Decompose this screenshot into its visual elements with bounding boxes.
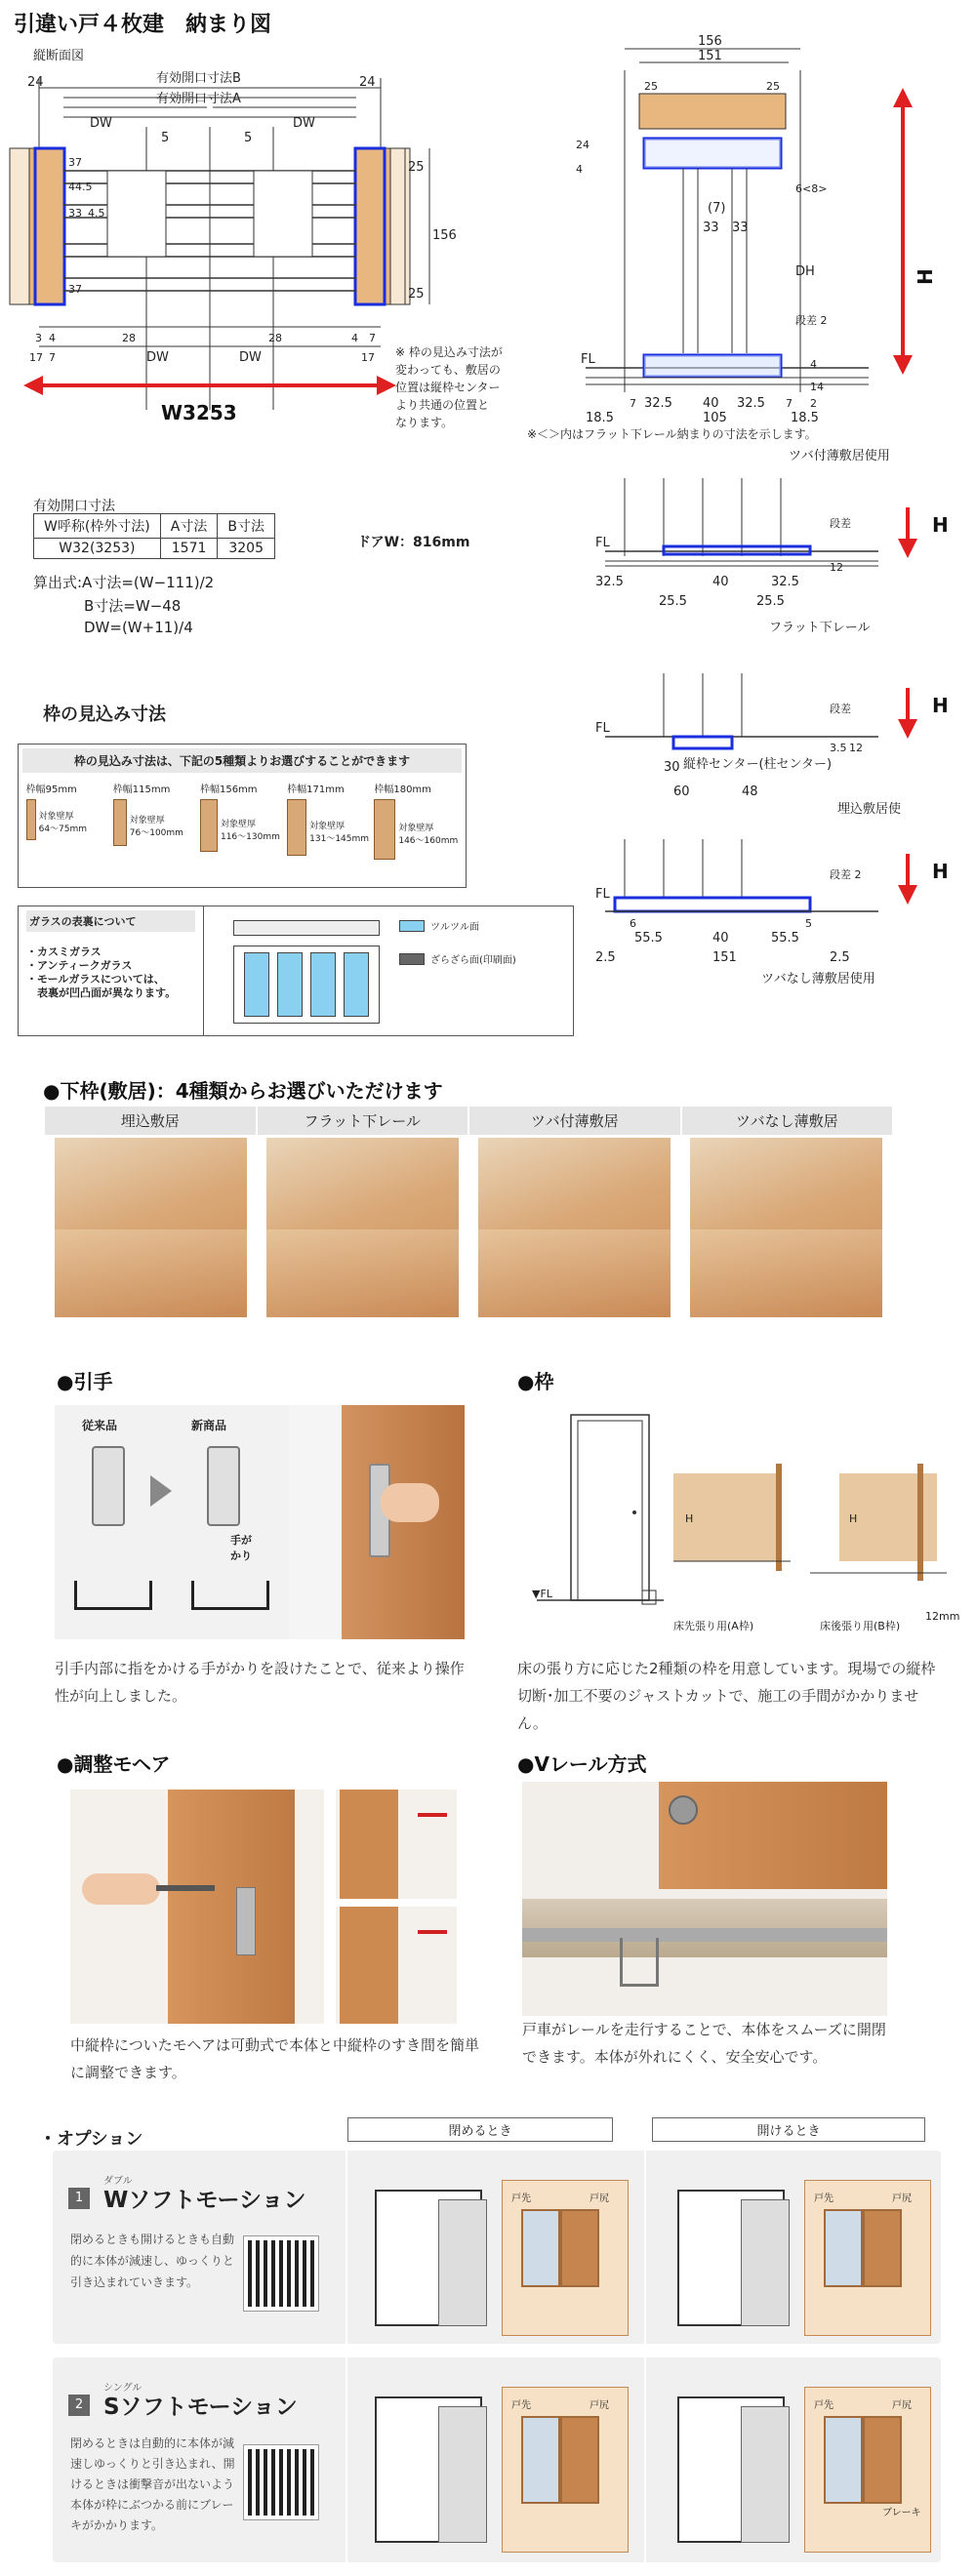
flat-rail-note: ※＜＞内はフラット下レール納まりの寸法を示します。 [527, 427, 817, 441]
arrow-right-icon [150, 1475, 172, 1507]
label-embedded-sill: 埋込敷居使 [837, 802, 902, 817]
dim-6-nt: 6 [630, 917, 636, 930]
dim-7-paren: (7) [708, 201, 726, 216]
wall-range-label: 対象壁厚 131〜145mm [309, 822, 370, 844]
glass-plan-icon [233, 920, 380, 936]
dim-dw-top-left: DW [90, 116, 112, 131]
dim-14: 14 [810, 381, 824, 393]
wall-range-label: 対象壁厚 146〜160mm [398, 824, 459, 846]
dim-30: 30 [664, 760, 680, 775]
dim-32-5-b: 32.5 [737, 396, 765, 411]
table-cell-b: 3205 [218, 539, 275, 559]
formula-a: 算出式:A寸法=(W−111)/2 [33, 574, 215, 591]
sill-photos [45, 1138, 892, 1317]
door-width: ドアW：816mm [357, 535, 470, 550]
frame-width-label: 枠幅115mm [112, 785, 171, 795]
option-num-2: 2 [68, 2395, 90, 2416]
option-text-2: 閉めるときは自動的に本体が減速しゆっくりと引き込まれ、開けるときは衝撃音が出ないよう本体が枠にぶつかる前にブレーキがかかります。 [70, 2436, 235, 2532]
option-opening: 開けるとき [652, 2117, 925, 2142]
opening-dimension-table [33, 513, 275, 559]
option-s-soft [53, 2357, 941, 2562]
frame-diagram [517, 1405, 966, 1649]
dim-24-right: 24 [359, 75, 376, 90]
frame-option-180 [374, 781, 458, 860]
dim-33-a: 33 [703, 221, 719, 235]
h-flat: H [932, 513, 949, 537]
option-num-1: 1 [68, 2188, 90, 2209]
legend-smooth: ツルツル面 [399, 918, 479, 933]
h-embedded: H [932, 694, 949, 717]
door-label-r4: 戸尻 [892, 2400, 912, 2411]
sill-tab-tsuba: ツバ付薄敷居 [469, 1107, 682, 1135]
frame-h-a: H [685, 1512, 694, 1525]
dim-24-left: 24 [27, 75, 44, 90]
frame-text: 床の張り方に応じた2種類の枠を用意しています。現場での縦枠切断･加工不要のジャストカットで、施工の手間がかかりません。 [517, 1660, 936, 1732]
frame-depth-title: 枠の見込み寸法 [43, 704, 166, 725]
dim-7-left: 7 [49, 351, 56, 364]
dim-25-bottom: 25 [408, 287, 425, 302]
fl-mark: ▼FL [532, 1588, 552, 1600]
dim-7-bl: 7 [630, 397, 636, 410]
option-name-1: Wソフトモーション [103, 2188, 306, 2213]
dim-12-flat: 12 [830, 561, 843, 574]
label-tsuba-sill: ツバ付薄敷居使用 [789, 449, 890, 463]
dim-2-fl: 2 [810, 397, 817, 410]
vertical-section-diagram [547, 31, 976, 461]
frame-width-label: 枠幅95mm [25, 785, 77, 795]
dim-6-8: 6<8> [795, 182, 828, 195]
label-flat-rail: フラット下レール [769, 621, 871, 635]
table-header-b: B寸法 [218, 514, 275, 539]
table-header-w: W呼称(枠外寸法) [34, 514, 161, 539]
h-notsuba: H [932, 860, 949, 883]
legend-rough: ざらざら面(印刷面) [399, 951, 516, 966]
dim-eff-a: 有効開口寸法A [156, 92, 241, 106]
dim-step-emb: 段差 [830, 703, 851, 715]
wall-range-label: 対象壁厚 76〜100mm [129, 816, 183, 838]
option-w-soft [53, 2151, 941, 2344]
fl-label-top: FL [581, 352, 595, 367]
label-frame-center: 縦枠センター(柱センター) [683, 757, 833, 772]
dim-12-emb: 12 [849, 742, 863, 754]
dim-7-right: 7 [369, 332, 376, 344]
handle-new-label: 新商品 [191, 1419, 227, 1432]
dim-18-5-a: 18.5 [586, 411, 614, 425]
vrail-photo [522, 1782, 887, 2016]
door-label-l3: 戸先 [511, 2400, 531, 2411]
vrail-title: ●Vレール方式 [517, 1752, 647, 1776]
dim-37-b: 37 [68, 283, 82, 296]
sill-tabs [45, 1107, 892, 1135]
dim-dw-top-right: DW [293, 116, 315, 131]
handle-compare [55, 1405, 289, 1639]
frame-width-label: 枠幅180mm [374, 785, 431, 795]
dim-156-top: 156 [698, 34, 722, 49]
sill-section-title: ●下枠(敷居)：4種類からお選びいただけます [43, 1079, 443, 1103]
page-title: 引違い戸４枚建 納まり図 [14, 13, 272, 37]
qr-code-icon [244, 2445, 318, 2519]
door-label-r: 戸尻 [590, 2194, 609, 2204]
dim-dw-bottom-b: DW [239, 350, 262, 365]
frame-option-156 [200, 781, 284, 860]
height-h2023: H [914, 268, 937, 285]
fl-label-notsuba: FL [595, 887, 610, 902]
option-closing: 閉めるとき [347, 2117, 613, 2142]
dim-5-left: 5 [161, 131, 170, 145]
door-label-r3: 戸尻 [590, 2400, 609, 2411]
frame-b-label: 床後張り用(B枠) [820, 1620, 901, 1632]
dim-4-right: 4 [351, 332, 358, 344]
door-label-l: 戸先 [511, 2194, 531, 2204]
frame-option-115 [113, 781, 197, 860]
sill-photo-no-tsuba [690, 1138, 882, 1317]
handle-text: 引手内部に指をかける手がかりを設けたことで、従来より操作性が向上しました。 [55, 1660, 465, 1705]
option-text-1: 閉めるときも開けるときも自動的に本体が減速し、ゆっくりと引き込まれていきます。 [70, 2233, 235, 2289]
door-label-r2: 戸尻 [892, 2194, 912, 2204]
sill-tab-flat: フラット下レール [258, 1107, 470, 1135]
frame-width-label: 枠幅156mm [199, 785, 258, 795]
dim-4-fl: 4 [810, 358, 817, 371]
dim-25-r: 25 [766, 80, 780, 93]
mohair-photo-main [70, 1790, 324, 2024]
frame-note: ※ 枠の見込み寸法が 変わっても、敷居の 位置は縦枠センター より共通の位置と なります。 [395, 345, 503, 429]
frame-width-label: 枠幅171mm [287, 785, 345, 795]
mohair-text: 中縦枠についたモヘアは可動式で本体と中縦枠のすき間を簡単に調整できます。 [70, 2036, 479, 2081]
dim-25-5-fa: 25.5 [659, 594, 687, 609]
opening-table-title: 有効開口寸法 [33, 499, 115, 514]
dim-18-5-b: 18.5 [791, 411, 819, 425]
dim-55-5-b: 55.5 [771, 931, 799, 946]
dim-60: 60 [673, 785, 690, 799]
width-w3253: W3253 [161, 401, 237, 424]
fl-label-embedded: FL [595, 721, 610, 736]
sill-variant-diagrams [586, 468, 976, 1025]
frame-12mm: 12mm [925, 1610, 960, 1623]
dim-24-v: 24 [576, 139, 590, 151]
dim-step-flat: 段差 [830, 517, 851, 530]
brake-label: ブレーキ [882, 2508, 921, 2518]
frame-depth-box [18, 744, 467, 888]
dim-28-right: 28 [268, 332, 282, 344]
dim-5-right: 5 [244, 131, 253, 145]
sill-tab-no-tsuba: ツバなし薄敷居 [682, 1107, 893, 1135]
fl-label-flat: FL [595, 536, 610, 550]
dim-17-left: 17 [29, 351, 43, 364]
option-title: ・オプション [39, 2129, 143, 2150]
option-ruby-1: ダブル [103, 2176, 133, 2187]
dim-25-5-fb: 25.5 [756, 594, 785, 609]
dim-40-nt: 40 [712, 931, 729, 946]
glass-list: ・カスミガラス ・アンティークガラス ・モールガラスについては、 表裏が凹凸面が異なります。 [26, 946, 177, 999]
option-name-2: Sソフトモーション [103, 2395, 298, 2420]
dim-step2-nt: 段差 2 [830, 868, 862, 881]
table-cell-w: W32(3253) [34, 539, 161, 559]
dim-44-5: 44.5 [68, 181, 93, 193]
formula-dw: DW=(W+11)/4 [84, 619, 193, 636]
dim-4-5: 4.5 [88, 207, 105, 220]
table-cell-a: 1571 [160, 539, 218, 559]
dim-32-5-fb: 32.5 [771, 575, 799, 589]
mohair-title: ●調整モヘア [57, 1752, 171, 1776]
dim-3-left: 3 [35, 332, 42, 344]
frame-option-95 [26, 781, 110, 860]
door-label-l4: 戸先 [814, 2400, 834, 2411]
qr-code-icon [244, 2236, 318, 2311]
dim-32-5-fa: 32.5 [595, 575, 624, 589]
dim-28-left: 28 [122, 332, 136, 344]
formula-b: B寸法=W−48 [84, 597, 182, 615]
dim-55-5-a: 55.5 [634, 931, 663, 946]
wall-range-label: 対象壁厚 64〜75mm [38, 812, 88, 834]
option-ruby-2: シングル [103, 2383, 142, 2394]
dim-37-a: 37 [68, 156, 82, 169]
dim-151: 151 [698, 49, 722, 63]
table-header-a: A寸法 [160, 514, 218, 539]
dim-105: 105 [703, 411, 727, 425]
door-label-l2: 戸先 [814, 2194, 834, 2204]
sill-tab-embedded: 埋込敷居 [45, 1107, 258, 1135]
frame-title: ●枠 [517, 1370, 554, 1393]
dim-2-5-b: 2.5 [830, 950, 850, 965]
dim-25-l: 25 [644, 80, 658, 93]
dim-25-top: 25 [408, 160, 425, 175]
dim-156: 156 [432, 228, 457, 243]
frame-h-b: H [849, 1512, 858, 1525]
frame-option-171 [287, 781, 371, 860]
sill-photo-tsuba [478, 1138, 671, 1317]
cross-section-label: 縦断面図 [33, 49, 85, 63]
dim-4-left: 4 [49, 332, 56, 344]
wall-range-label: 対象壁厚 116〜130mm [220, 820, 280, 842]
label-no-tsuba-sill: ツバなし薄敷居使用 [761, 972, 875, 986]
dim-33-b: 33 [732, 221, 749, 235]
dim-dh: DH [795, 264, 815, 279]
dim-33: 33 [68, 207, 82, 220]
dim-4-v: 4 [576, 163, 583, 176]
dim-3-5: 3.5 [830, 742, 847, 754]
dim-48: 48 [742, 785, 758, 799]
glass-box-title: ガラスの表裏について [26, 910, 195, 932]
handle-grip-label: 手がかり [230, 1534, 252, 1562]
vrail-text: 戸車がレールを走行することで、本体をスムーズに開閉できます。本体が外れにくく、安全安心です。 [522, 2021, 886, 2066]
handle-old-label: 従来品 [82, 1419, 118, 1432]
glass-box [18, 906, 574, 1036]
dim-32-5-a: 32.5 [644, 396, 672, 411]
sill-photo-flat [266, 1138, 459, 1317]
dim-step2: 段差 2 [795, 314, 828, 327]
handle-title: ●引手 [57, 1370, 113, 1393]
dim-7-br: 7 [786, 397, 793, 410]
sill-photo-embedded [55, 1138, 247, 1317]
dim-2-5-a: 2.5 [595, 950, 616, 965]
handle-photo [289, 1405, 465, 1639]
dim-40: 40 [703, 396, 719, 411]
dim-40-f: 40 [712, 575, 729, 589]
dim-151-nt: 151 [712, 950, 737, 965]
dim-5-nt: 5 [805, 917, 812, 930]
dim-eff-b: 有効開口寸法B [156, 71, 241, 86]
glass-door-icons [233, 946, 380, 1024]
dim-dw-bottom-a: DW [146, 350, 169, 365]
frame-depth-head: 枠の見込み寸法は、下記の5種類よりお選びすることができます [22, 748, 462, 773]
dim-17-right: 17 [361, 351, 375, 364]
mohair-photo-a [336, 1790, 457, 1899]
mohair-photo-b [336, 1907, 457, 2024]
frame-a-label: 床先張り用(A枠) [673, 1620, 754, 1632]
